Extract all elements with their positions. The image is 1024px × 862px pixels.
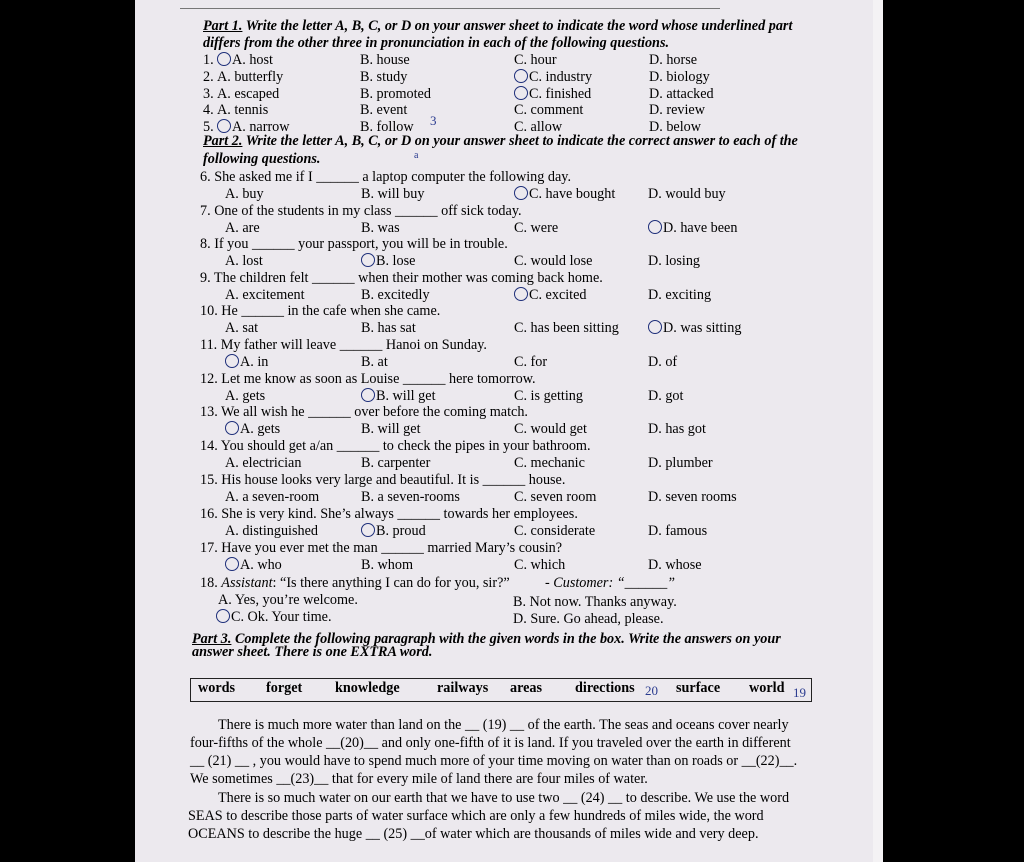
part2-q11-option-c: [514, 354, 547, 370]
part1-q5-option-d-text: D. below: [649, 119, 702, 135]
part2-q15-option-b: [361, 489, 460, 505]
page-edge: [873, 0, 883, 862]
part2-q13-option-a: [225, 421, 280, 437]
part1-q3-option-d-text: D. attacked: [649, 86, 714, 102]
part3-heading-line2: answer sheet. There is one EXTRA word.: [192, 644, 433, 660]
part2-q16-option-c-text: C. considerate: [514, 523, 596, 539]
part1-q2-option-c-text: C. industry: [529, 69, 593, 85]
answer-circle: [217, 52, 231, 66]
part2-q8-option-b-text: B. lose: [376, 253, 416, 269]
handwritten-note-a: a: [414, 150, 419, 161]
paragraph-line-2: four-fifths of the whole __(20)__ and only one-fifth of it is land. If you traveled over the earth in different: [190, 735, 791, 751]
part2-q6-stem: 6. She asked me if I ______ a laptop computer the following day.: [200, 169, 572, 185]
part2-q15-option-c: [514, 489, 596, 505]
part2-q11-option-a: [225, 354, 268, 370]
part2-q6-option-b: [361, 186, 424, 202]
part2-q11-stem: 11. My father will leave ______ Hanoi on Sunday.: [200, 337, 487, 353]
part2-q16-option-d-text: D. famous: [648, 523, 708, 539]
answer-circle: [361, 388, 375, 402]
part1-q1-option-a-text: A. host: [232, 52, 273, 68]
q18-customer: - Customer: “______”: [545, 575, 676, 591]
part2-q16-stem: 16. She is very kind. She’s always ______ towards her employees.: [200, 506, 578, 522]
part2-q16-option-b: [361, 523, 426, 539]
part1-heading-line2: differs from the other three in pronunciation in each of the following questions.: [203, 35, 670, 51]
part1-q1-option-c-text: C. hour: [514, 52, 557, 68]
part2-q6-option-d: [648, 186, 726, 202]
part1-q2-number: 2.: [203, 69, 214, 85]
part2-q15-option-c-text: C. seven room: [514, 489, 597, 505]
part2-q16-option-d: [648, 523, 707, 539]
part1-q1-option-b-text: B. house: [360, 52, 410, 68]
part2-q6-option-c-text: C. have bought: [529, 186, 616, 202]
answer-circle: [225, 421, 239, 435]
part1-q4-option-b-text: B. event: [360, 102, 408, 118]
part3-heading-text: Complete the following paragraph with the given words in the box. Write the answers on your: [231, 631, 781, 647]
paragraph-line-4: We sometimes __(23)__ that for every mile of land there are four miles of water.: [190, 771, 648, 787]
part2-q14-option-d: [648, 455, 713, 471]
part1-q3-number: 3.: [203, 86, 214, 102]
part2-q8-option-a-text: A. lost: [225, 253, 263, 269]
part2-q12-option-d-text: D. got: [648, 388, 684, 404]
part2-q17-option-d-text: D. whose: [648, 557, 702, 573]
part2-q10-option-a-text: A. sat: [225, 320, 259, 336]
q18-assistant-label: Assistant: [221, 575, 273, 591]
box-word-railways: railways: [437, 680, 489, 696]
box-word-world: world: [749, 680, 785, 696]
part2-q6-option-a-text: A. buy: [225, 186, 264, 202]
part1-q2-option-d-text: D. biology: [649, 69, 710, 85]
handwritten-note-20: 20: [645, 683, 658, 698]
part2-q17-option-c-text: C. which: [514, 557, 566, 573]
part2-q14-option-b: [361, 455, 430, 471]
part1-q2-option-a: [217, 69, 283, 85]
part2-q7-option-d: [648, 220, 737, 236]
part2-q13-option-b-text: B. will get: [361, 421, 421, 437]
part2-q14-option-a: [225, 455, 301, 471]
part1-q4-number: 4.: [203, 102, 214, 118]
part2-q15-option-d-text: D. seven rooms: [648, 489, 737, 505]
part2-q9-option-c-text: C. excited: [529, 287, 587, 303]
part2-q14-option-d-text: D. plumber: [648, 455, 713, 471]
part2-q7-option-a: [225, 220, 260, 236]
answer-circle: [225, 354, 239, 368]
part2-q13-option-a-text: A. gets: [240, 421, 281, 437]
part1-q2-option-b: [360, 69, 407, 85]
part1-q2-option-b-text: B. study: [360, 69, 408, 85]
part2-q13-option-c-text: C. would get: [514, 421, 587, 437]
part2-q9-stem: 9. The children felt ______ when their mother was coming back home.: [200, 270, 603, 286]
box-word-directions: directions: [575, 680, 635, 696]
q18-option-b: B. Not now. Thanks anyway.: [513, 594, 677, 610]
part1-q1-option-d-text: D. horse: [649, 52, 698, 68]
part2-q8-option-c-text: C. would lose: [514, 253, 593, 269]
box-word-forget: forget: [266, 680, 303, 696]
part2-q17-option-b-text: B. whom: [361, 557, 414, 573]
part2-q10-option-d: [648, 320, 741, 336]
part2-q8-option-b: [361, 253, 415, 269]
part2-q10-option-d-text: D. was sitting: [663, 320, 742, 336]
part2-q15-stem: 15. His house looks very large and beautiful. It is ______ house.: [200, 472, 566, 488]
part1-q4-option-b: [360, 102, 407, 118]
part1-q2-option-d: [649, 69, 710, 85]
part2-q10-option-c: [514, 320, 619, 336]
part2-q9-option-b: [361, 287, 430, 303]
answer-circle: [217, 119, 231, 133]
part2-q13-option-d: [648, 421, 706, 437]
part2-q11-option-b-text: B. at: [361, 354, 388, 370]
part2-q15-option-b-text: B. a seven-rooms: [361, 489, 460, 505]
answer-circle: [648, 220, 662, 234]
part2-q14-option-a-text: A. electrician: [225, 455, 302, 471]
answer-circle: [361, 523, 375, 537]
part2-q6-option-a: [225, 186, 264, 202]
part2-q12-option-a-text: A. gets: [225, 388, 266, 404]
part1-q5-number: 5.: [203, 119, 214, 135]
part2-q12-option-a: [225, 388, 265, 404]
answer-circle: [514, 287, 528, 301]
part1-q3-option-a-text: A. escaped: [217, 86, 280, 102]
box-word-knowledge: knowledge: [335, 680, 400, 696]
part2-heading-text: Write the letter A, B, C, or D on your answer sheet to indicate the correct answer to each of the: [242, 133, 798, 149]
answer-circle: [361, 253, 375, 267]
part2-q8-option-c: [514, 253, 592, 269]
box-word-surface: surface: [676, 680, 721, 696]
part2-q10-option-b: [361, 320, 416, 336]
part2-q9-option-d-text: D. exciting: [648, 287, 712, 303]
part1-heading: [203, 18, 792, 34]
part2-heading-line2: following questions.: [203, 151, 321, 167]
answer-circle: [648, 320, 662, 334]
box-word-areas: areas: [510, 680, 543, 696]
paragraph-line-6: SEAS to describe those parts of water surface which are only a few hundreds of miles wide, the word: [188, 808, 764, 824]
part1-q4-option-c: [514, 102, 583, 118]
q18-option-c-text: C. Ok. Your time.: [231, 609, 332, 625]
part2-q10-option-c-text: C. has been sitting: [514, 320, 619, 336]
paragraph-line-1: There is much more water than land on the __ (19) __ of the earth. The seas and oceans cover nearly: [218, 717, 789, 733]
part1-q1-option-d: [649, 52, 697, 68]
part2-q14-option-c: [514, 455, 585, 471]
part2-q16-option-c: [514, 523, 595, 539]
part2-q15-option-d: [648, 489, 737, 505]
part2-q7-option-b: [361, 220, 400, 236]
part2-label: Part 2.: [203, 133, 243, 149]
paragraph-line-7: OCEANS to describe the huge __ (25) __of water which are thousands of miles wide and very deep.: [188, 826, 759, 842]
part2-q17-option-a-text: A. who: [240, 557, 282, 573]
part2-q12-option-d: [648, 388, 683, 404]
q18-assistant-text: : “Is there anything I can do for you, sir?”: [272, 575, 510, 591]
q18-option-c: [216, 609, 332, 625]
part2-q9-option-b-text: B. excitedly: [361, 287, 430, 303]
part2-q8-option-a: [225, 253, 263, 269]
part2-heading: [203, 133, 798, 149]
part2-q17-option-c: [514, 557, 565, 573]
part2-q7-option-a-text: A. are: [225, 220, 260, 236]
part1-label: Part 1.: [203, 18, 243, 34]
part1-q5-option-a-text: A. narrow: [232, 119, 290, 135]
part2-q15-option-a: [225, 489, 319, 505]
part2-q6-option-d-text: D. would buy: [648, 186, 726, 202]
part2-q17-option-a: [225, 557, 282, 573]
handwritten-note-19: 19: [793, 685, 806, 700]
part2-q7-option-d-text: D. have been: [663, 220, 738, 236]
paragraph-line-5: There is so much water on our earth that we have to use two __ (24) __ to describe. We use the word: [218, 790, 790, 806]
answer-circle: [216, 609, 230, 623]
part3-label: Part 3.: [192, 631, 232, 647]
part2-q9-option-a-text: A. excitement: [225, 287, 305, 303]
answer-circle: [514, 86, 528, 100]
part2-q11-option-d: [648, 354, 677, 370]
part1-q2-option-c: [514, 69, 592, 85]
answer-circle: [514, 69, 528, 83]
box-word-words: words: [198, 680, 236, 696]
part1-q3-option-d: [649, 86, 714, 102]
part1-q3-option-b: [360, 86, 431, 102]
part2-q13-option-b: [361, 421, 421, 437]
q18-number: 18.: [200, 575, 218, 591]
part2-q11-option-a-text: A. in: [240, 354, 269, 370]
paragraph-line-3: __ (21) __ , you would have to spend much more of your time moving on water than on roads or __(22)__.: [190, 753, 798, 769]
q18-stem: [200, 575, 510, 591]
part2-q7-option-b-text: B. was: [361, 220, 400, 236]
part2-q10-stem: 10. He ______ in the cafe when she came.: [200, 303, 441, 319]
part1-q5-option-c-text: C. allow: [514, 119, 563, 135]
part2-q11-option-d-text: D. of: [648, 354, 678, 370]
part2-q15-option-a-text: A. a seven-room: [225, 489, 320, 505]
part2-q14-option-b-text: B. carpenter: [361, 455, 431, 471]
part2-q7-option-c: [514, 220, 558, 236]
part1-q1-number: 1.: [203, 52, 214, 68]
part2-q8-option-d: [648, 253, 700, 269]
part2-q8-option-d-text: D. losing: [648, 253, 701, 269]
q18-option-a: A. Yes, you’re welcome.: [218, 592, 358, 608]
part2-q12-option-c: [514, 388, 583, 404]
part2-q17-option-d: [648, 557, 702, 573]
part2-q14-option-c-text: C. mechanic: [514, 455, 585, 471]
part2-q7-option-c-text: C. were: [514, 220, 559, 236]
part2-q8-stem: 8. If you ______ your passport, you will be in trouble.: [200, 236, 508, 252]
part2-q13-option-d-text: D. has got: [648, 421, 706, 437]
part2-q9-option-d: [648, 287, 711, 303]
part1-q1-option-a: [217, 52, 273, 68]
part2-q16-option-a: [225, 523, 318, 539]
answer-circle: [225, 557, 239, 571]
answer-circle: [514, 186, 528, 200]
part2-q7-stem: 7. One of the students in my class ______ off sick today.: [200, 203, 522, 219]
part1-q1-option-b: [360, 52, 410, 68]
q18-option-d: D. Sure. Go ahead, please.: [513, 611, 664, 627]
part1-q4-option-d: [649, 102, 705, 118]
part2-q16-option-a-text: A. distinguished: [225, 523, 319, 539]
part2-q9-option-a: [225, 287, 305, 303]
part2-q11-option-b: [361, 354, 388, 370]
part2-q12-option-b: [361, 388, 436, 404]
part2-q14-stem: 14. You should get a/an ______ to check the pipes in your bathroom.: [200, 438, 591, 454]
part2-q13-stem: 13. We all wish he ______ over before the coming match.: [200, 404, 528, 420]
part2-q11-option-c-text: C. for: [514, 354, 548, 370]
part2-q13-option-c: [514, 421, 587, 437]
handwritten-note-3: 3: [430, 113, 437, 128]
part1-q2-option-a-text: A. butterfly: [217, 69, 284, 85]
part2-q12-option-c-text: C. is getting: [514, 388, 583, 404]
part2-q12-option-b-text: B. will get: [376, 388, 436, 404]
part1-q4-option-a: [217, 102, 268, 118]
part1-q3-option-c-text: C. finished: [529, 86, 592, 102]
part1-q3-option-c: [514, 86, 591, 102]
part1-q4-option-d-text: D. review: [649, 102, 705, 118]
part2-q17-stem: 17. Have you ever met the man ______ married Mary’s cousin?: [200, 540, 563, 556]
part2-q16-option-b-text: B. proud: [376, 523, 426, 539]
part2-q10-option-a: [225, 320, 258, 336]
part2-q10-option-b-text: B. has sat: [361, 320, 416, 336]
part1-q3-option-a: [217, 86, 279, 102]
part2-q6-option-c: [514, 186, 615, 202]
part1-q5-option-b-text: B. follow: [360, 119, 414, 135]
part1-q1-option-c: [514, 52, 557, 68]
part1-q4-option-c-text: C. comment: [514, 102, 584, 118]
part2-q9-option-c: [514, 287, 587, 303]
part1-q4-option-a-text: A. tennis: [217, 102, 269, 118]
part1-q3-option-b-text: B. promoted: [360, 86, 431, 102]
top-rule: [180, 8, 720, 9]
part1-heading-text: Write the letter A, B, C, or D on your answer sheet to indicate the word whose underlined part: [242, 18, 793, 34]
part2-q17-option-b: [361, 557, 413, 573]
part2-q12-stem: 12. Let me know as soon as Louise ______ here tomorrow.: [200, 371, 536, 387]
part2-q6-option-b-text: B. will buy: [361, 186, 425, 202]
